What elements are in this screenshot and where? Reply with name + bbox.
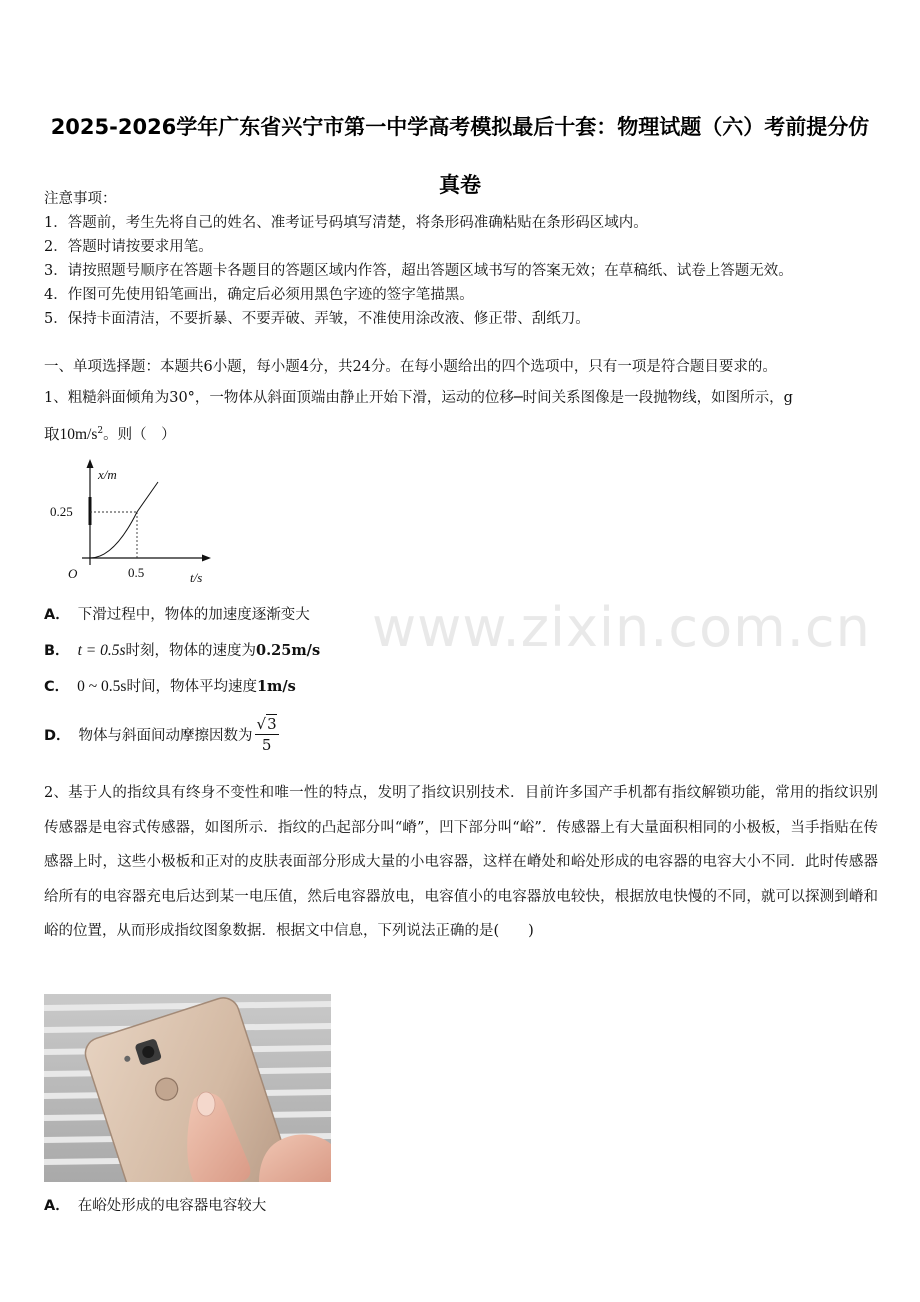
notice-item-4: 4．作图可先使用铅笔画出，确定后必须用黑色字迹的签字笔描黑。: [44, 287, 474, 303]
q1-stem-line2: [44, 422, 176, 444]
exam-title: [0, 98, 920, 214]
origin-label: O: [68, 566, 78, 581]
notice-item-3: 3．请按照题号顺序在答题卡各题目的答题区域内作答，超出答题区域书写的答案无效；在草稿纸、试卷上答题无效。: [44, 263, 793, 279]
q1-option-a-label: A．: [44, 607, 70, 623]
q1-option-a[interactable]: [44, 603, 310, 624]
sqrt-symbol: √3: [256, 715, 277, 733]
notice-item-2: 2．答题时请按要求用笔。: [44, 239, 213, 255]
notice-item-1: 1．答题前，考生先将自己的姓名、准考证号码填写清楚，将条形码准确粘贴在条形码区域内。: [44, 215, 648, 231]
q1-gravity-exponent: 2: [97, 426, 104, 437]
notice-item-5: 5．保持卡面清洁，不要折暴、不要弄破、弄皱，不准使用涂改液、修正带、刮纸刀。: [44, 311, 590, 327]
q1-option-b-text: 时刻，物体的速度为: [125, 643, 256, 659]
q1-option-c-value: 1m/s: [256, 678, 296, 695]
y-axis-arrow: [87, 459, 94, 468]
q2-option-a-text: 在峪处形成的电容器电容较大: [77, 1198, 267, 1214]
q2-option-a[interactable]: [44, 1194, 266, 1215]
x-tick-label: 0.5: [128, 565, 145, 580]
y-axis-label: x/m: [98, 467, 117, 482]
q1-option-d-fraction: [255, 714, 279, 755]
section-heading: 一、单项选择题：本题共6小题，每小题4分，共24分。在每小题给出的四个选项中，只有一项是符合题目要求的。: [44, 359, 777, 375]
q1-stem-line1: 1、粗糙斜面倾角为30°，一物体从斜面顶端由静止开始下滑，运动的位移─时间关系图像是一段抛物线，如图所示，g: [44, 390, 793, 406]
watermark: www.zixin.com.cn: [372, 596, 871, 659]
q1-displacement-time-graph: [44, 455, 224, 590]
q1-option-b-label: B．: [44, 643, 70, 659]
q1-option-d-numerator: 3: [267, 715, 277, 733]
q1-option-d-text: 物体与斜面间动摩擦因数为: [78, 728, 253, 744]
notice-heading: 注意事项：: [44, 191, 117, 207]
q1-option-c-label: C．: [44, 679, 70, 695]
x-axis-arrow: [202, 555, 211, 562]
q1-option-c-text: 时间，物体平均速度: [126, 679, 257, 695]
q1-option-d[interactable]: [44, 714, 279, 755]
q1-gravity-value: 取10m/s: [44, 426, 98, 443]
q1-option-d-denominator: 5: [261, 736, 272, 754]
q1-option-d-label: D．: [44, 728, 71, 744]
q1-option-c[interactable]: [44, 675, 296, 696]
exam-title-line2: 真卷: [439, 173, 481, 197]
q1-option-c-math: 0 ~ 0.5s: [77, 678, 127, 695]
q1-option-b[interactable]: [44, 639, 320, 660]
q1-option-b-value: 0.25m/s: [256, 642, 321, 659]
fingernail: [197, 1092, 215, 1116]
q2-option-a-label: A．: [44, 1198, 70, 1214]
y-tick-label: 0.25: [50, 504, 73, 519]
x-axis-label: t/s: [190, 570, 203, 585]
q1-stem-end: 。则（ ）: [103, 427, 176, 443]
displacement-curve: [90, 482, 158, 558]
fingerprint-phone-photo: [44, 994, 331, 1182]
q2-stem: 2、基于人的指纹具有终身不变性和唯一性的特点，发明了指纹识别技术．目前许多国产手机都有指纹解锁功能，常用的指纹识别传感器是电容式传感器，如图所示．指纹的凸起部分叫“嵴”，凹下部分叫“峪”．传感器上有大量面积相同的小极板，当手指贴在传感器上时，这些小极板和正对的皮肤表面部分形成大量的小电容器，这样在嵴处和峪处形成的电容器的电容大小不同．此时传感器给所有的电容器充电后达到某一电压值，然后电容器放电，电容值小的电容器放电较快，根据放电快慢的不同，就可以探测到嵴和峪的位置，从而形成指纹图象数据．根据文中信息，下列说法正确的是( ): [44, 785, 878, 939]
q1-option-b-math: t = 0.5s: [77, 642, 126, 659]
exam-title-line1: 2025-2026学年广东省兴宁市第一中学高考模拟最后十套：物理试题（六）考前提分仿: [50, 115, 870, 139]
q1-option-a-text: 下滑过程中，物体的加速度逐渐变大: [77, 607, 310, 623]
